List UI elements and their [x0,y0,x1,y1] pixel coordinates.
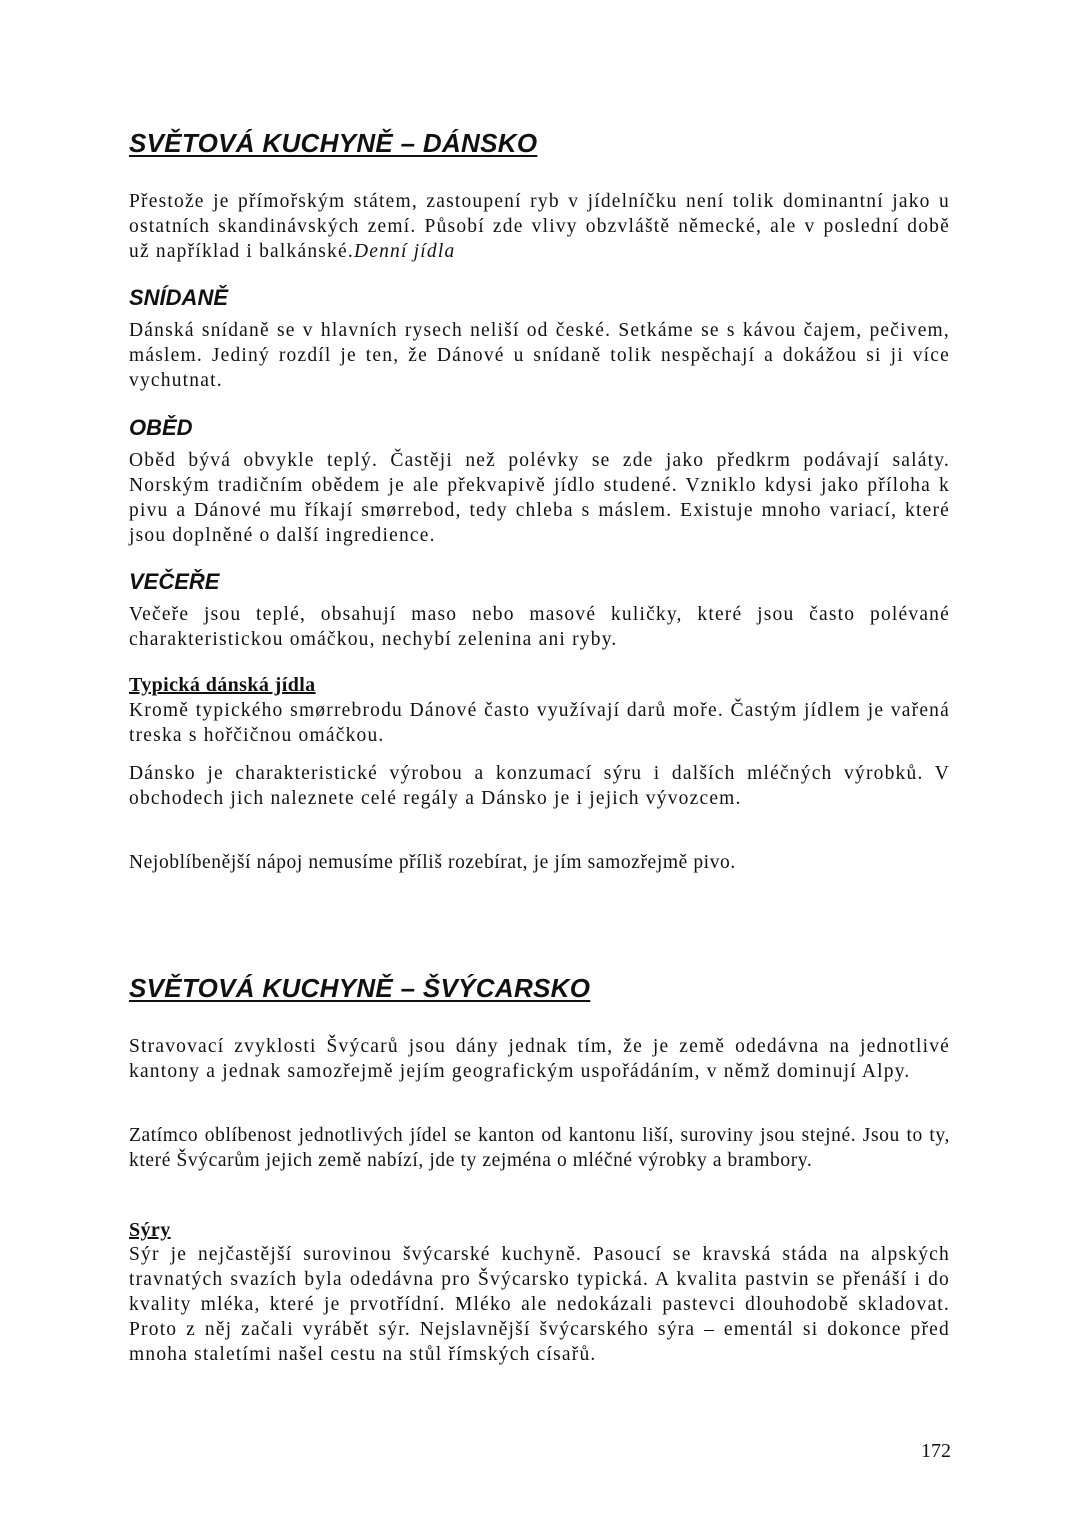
typical-dishes-heading: Typická dánská jídla [129,674,316,696]
switzerland-title: SVĚTOVÁ KUCHYNĚ – ŠVÝCARSKO [129,973,591,1003]
breakfast-heading: SNÍDANĚ [129,285,229,310]
typical-dishes-text-2: Dánsko je charakteristické výrobou a konzumací sýru i dalších mléčných výrobků. V obchodech jich naleznete celé regály a Dánsko je i jejich vývozcem. [129,763,950,809]
switzerland-intro-2: Zatímco oblíbenost jednotlivých jídel se kanton od kantonu liší, suroviny jsou stejné. Jsou to ty, které Švýcarům jejich země nabízí, jde ty zejména o mléčné výrobky a brambory. [129,1125,950,1171]
denmark-intro [129,189,950,264]
breakfast-text: Dánská snídaně se v hlavních rysech neliší od české. Setkáme se s kávou čajem, pečivem, máslem. Jediný rozdíl je ten, že Dánové u snídaně tolik nespěchají a dokážou si ji více vychutnat. [129,320,950,391]
switzerland-intro-1: Stravovací zvyklosti Švýcarů jsou dány jednak tím, že je země odedávna na jednotlivé kantony a jednak samozřejmě jejím geografickým uspořádáním, v němž dominují Alpy. [129,1036,950,1082]
dinner-text: Večeře jsou teplé, obsahují maso nebo masové kuličky, které jsou často polévané charakteristickou omáčkou, nechybí zelenina ani ryby. [129,604,950,650]
denmark-intro-text: Přestože je přímořským státem, zastoupení ryb v jídelníčku není tolik dominantní jako u ostatních skandinávských zemí. Působí zde vlivy obzvláště německé, ale v poslední době už například i balkánské. [129,191,950,262]
denmark-intro-italic: Denní jídla [353,241,456,262]
typical-dishes-text-3: Nejoblíbenější nápoj nemusíme příliš rozebírat, je jím samozřejmě pivo. [129,852,736,873]
denmark-title: SVĚTOVÁ KUCHYNĚ – DÁNSKO [129,128,538,158]
cheese-heading: Sýry [129,1219,171,1241]
typical-dishes-text-1: Kromě typického smørrebrodu Dánové často využívají darů moře. Častým jídlem je vařená treska s hořčičnou omáčkou. [129,700,950,746]
lunch-heading: OBĚD [129,415,193,440]
dinner-heading: VEČEŘE [129,569,220,594]
lunch-text: Oběd bývá obvykle teplý. Častěji než polévky se zde jako předkrm podávají saláty. Norským tradičním obědem je ale překvapivě jídlo studené. Vzniklo kdysi jako příloha k pivu a Dánové mu říkají smørrebod, tedy chleba s máslem. Existuje mnoho variací, které jsou doplněné o další ingredience. [129,450,950,546]
cheese-text: Sýr je nejčastější surovinou švýcarské kuchyně. Pasoucí se kravská stáda na alpských travnatých svazích byla odedávna pro Švýcarsko typická. A kvalita pastvin se přenáší i do kvality mléka, které je prvotřídní. Mléko ale nedokázali pastevci dlouhodobě skladovat. Proto z něj začali vyrábět sýr. Nejslavnější švýcarského sýra – ementál si dokonce před mnoha staletími našel cestu na stůl římských císařů. [129,1244,950,1365]
page-number: 172 [921,1440,951,1462]
